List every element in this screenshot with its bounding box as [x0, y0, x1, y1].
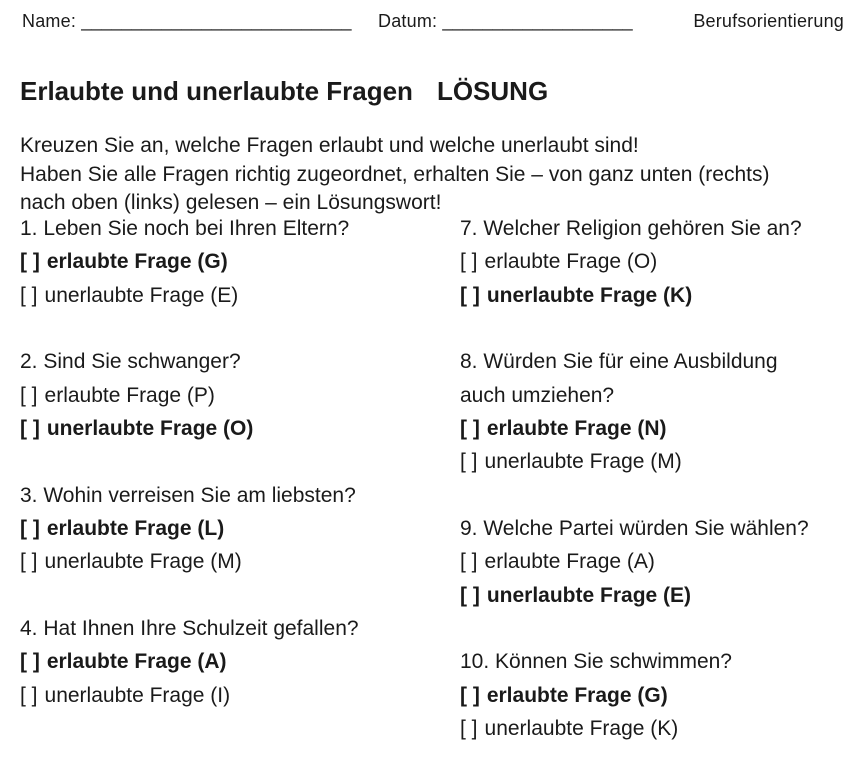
answer-option-unerlaubte	[460, 579, 850, 612]
checkbox[interactable]: [ ]	[20, 383, 38, 407]
option-label: erlaubte Frage (O)	[484, 250, 658, 274]
answer-option-erlaubte	[20, 512, 450, 545]
question-text: 2. Sind Sie schwanger?	[20, 350, 241, 374]
header-datum-field	[378, 10, 633, 32]
checkbox[interactable]: [ ]	[20, 250, 40, 274]
answer-option-erlaubte	[20, 245, 450, 278]
option-label: erlaubte Frage (G)	[486, 683, 668, 707]
answer-option-erlaubte	[20, 379, 450, 412]
option-label: unerlaubte Frage (I)	[44, 683, 231, 707]
name-label: Name:	[22, 11, 77, 31]
option-label: erlaubte Frage (G)	[46, 250, 228, 274]
instructions-line-3: nach oben (links) gelesen – ein Lösungswort!	[20, 191, 442, 214]
question-column-right	[460, 212, 850, 779]
answer-option-erlaubte	[460, 679, 850, 712]
checkbox[interactable]: [ ]	[20, 516, 40, 540]
option-label: unerlaubte Frage (E)	[486, 583, 692, 607]
question-block-4	[20, 612, 450, 712]
checkbox[interactable]: [ ]	[460, 716, 478, 740]
question-text: 1. Leben Sie noch bei Ihren Eltern?	[20, 217, 350, 240]
option-label: unerlaubte Frage (K)	[486, 283, 693, 307]
option-label: unerlaubte Frage (M)	[484, 450, 682, 474]
checkbox[interactable]: [ ]	[460, 283, 480, 307]
instructions-line-2: Haben Sie alle Fragen richtig zugeordnet, erhalten Sie – von ganz unten (rechts)	[20, 162, 770, 186]
checkbox[interactable]: [ ]	[460, 583, 480, 607]
checkbox[interactable]: [ ]	[460, 550, 478, 574]
question-column-left	[20, 212, 450, 745]
option-label: unerlaubte Frage (M)	[44, 550, 242, 574]
option-label: unerlaubte Frage (E)	[44, 283, 239, 307]
page-title-main: Erlaubte und unerlaubte Fragen	[20, 76, 413, 106]
checkbox[interactable]: [ ]	[20, 650, 40, 674]
question-block-9	[460, 512, 850, 612]
question-text-continued: auch umziehen?	[460, 383, 615, 407]
question-block-3	[20, 479, 450, 579]
option-label: erlaubte Frage (L)	[46, 516, 225, 540]
answer-option-erlaubte	[20, 645, 450, 678]
question-block-7	[460, 212, 850, 312]
option-label: erlaubte Frage (A)	[484, 550, 655, 574]
header-name-field	[22, 10, 352, 32]
checkbox[interactable]: [ ]	[20, 550, 38, 574]
checkbox[interactable]: [ ]	[460, 450, 478, 474]
question-block-8	[460, 345, 850, 478]
option-label: erlaubte Frage (A)	[46, 650, 227, 674]
question-text: 10. Können Sie schwimmen?	[460, 650, 732, 674]
question-text: 4. Hat Ihnen Ihre Schulzeit gefallen?	[20, 616, 359, 640]
option-label: unerlaubte Frage (O)	[46, 416, 254, 440]
question-block-10	[460, 645, 850, 745]
checkbox[interactable]: [ ]	[460, 683, 480, 707]
question-text: 7. Welcher Religion gehören Sie an?	[460, 217, 802, 240]
question-block-1	[20, 212, 450, 312]
option-label: unerlaubte Frage (K)	[484, 716, 679, 740]
name-blank-line[interactable]: ___________________________	[81, 11, 352, 31]
course-label: Berufsorientierung	[693, 11, 844, 31]
answer-option-erlaubte	[460, 245, 850, 278]
checkbox[interactable]: [ ]	[460, 250, 478, 274]
checkbox[interactable]: [ ]	[20, 416, 40, 440]
question-text: 3. Wohin verreisen Sie am liebsten?	[20, 483, 356, 507]
answer-option-unerlaubte	[460, 279, 850, 312]
solution-tag: LÖSUNG	[436, 76, 549, 106]
answer-option-unerlaubte	[20, 412, 450, 445]
datum-label: Datum:	[378, 11, 438, 31]
checkbox[interactable]: [ ]	[20, 683, 38, 707]
answer-option-unerlaubte	[20, 545, 450, 578]
answer-option-unerlaubte	[20, 679, 450, 712]
datum-blank-line[interactable]: ___________________	[442, 11, 633, 31]
answer-option-erlaubte	[460, 545, 850, 578]
question-text: 9. Welche Partei würden Sie wählen?	[460, 516, 809, 540]
checkbox[interactable]: [ ]	[20, 283, 38, 307]
answer-option-erlaubte	[460, 412, 850, 445]
checkbox[interactable]: [ ]	[460, 416, 480, 440]
answer-option-unerlaubte	[460, 445, 850, 478]
answer-option-unerlaubte	[20, 279, 450, 312]
answer-option-unerlaubte	[460, 712, 850, 745]
instructions	[20, 102, 832, 218]
option-label: erlaubte Frage (N)	[486, 416, 667, 440]
question-block-2	[20, 345, 450, 445]
instructions-line-1: Kreuzen Sie an, welche Fragen erlaubt und welche unerlaubt sind!	[20, 134, 639, 157]
question-text: 8. Würden Sie für eine Ausbildung	[460, 350, 778, 374]
option-label: erlaubte Frage (P)	[44, 383, 215, 407]
